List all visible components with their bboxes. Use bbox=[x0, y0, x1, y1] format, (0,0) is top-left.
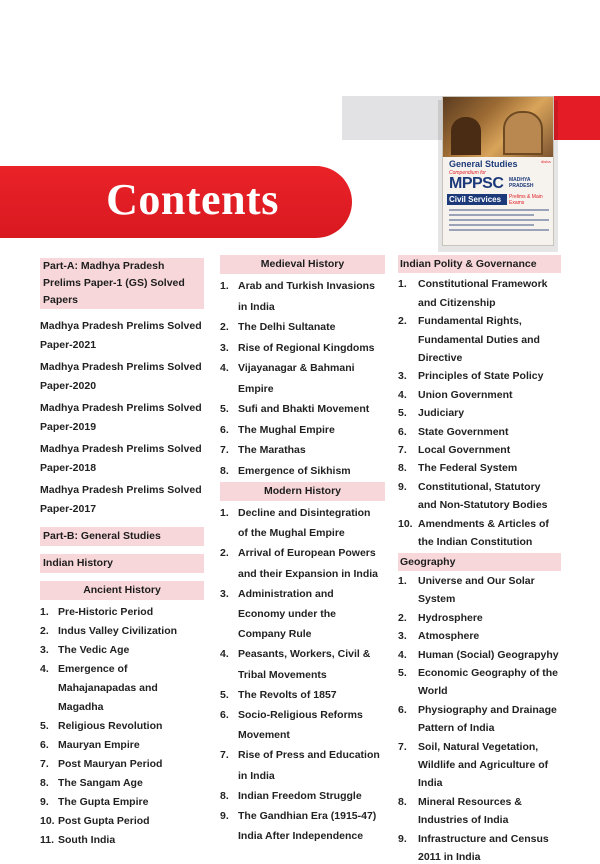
item-label: Atmosphere bbox=[418, 630, 480, 643]
list-item bbox=[398, 404, 561, 422]
book-publisher: disha bbox=[541, 159, 551, 164]
list-item bbox=[220, 705, 385, 745]
paper-entry bbox=[40, 440, 204, 478]
item-number: 2. bbox=[398, 315, 407, 328]
book-compendium: Compendium for bbox=[449, 170, 486, 176]
list-item bbox=[398, 664, 561, 701]
item-label: Union Government bbox=[418, 388, 513, 401]
paper-entry-line: Madhya Pradesh Prelims Solved bbox=[40, 484, 202, 496]
paper-entry-line: Paper-2021 bbox=[40, 339, 97, 351]
paper-entry-line: Madhya Pradesh Prelims Solved bbox=[40, 443, 202, 455]
list-item bbox=[40, 717, 204, 736]
list-item bbox=[220, 399, 385, 420]
item-label: Rise of Regional Kingdoms bbox=[238, 341, 375, 354]
item-number: 8. bbox=[220, 789, 229, 802]
item-label: Indus Valley Civilization bbox=[58, 625, 178, 637]
item-label: Post Gupta Period bbox=[58, 815, 150, 827]
polity-list bbox=[398, 275, 561, 551]
paper-entry bbox=[40, 399, 204, 437]
item-label: Vijayanagar & Bahmani bbox=[238, 362, 355, 374]
indian-history-heading: Indian History bbox=[40, 554, 204, 573]
item-number: 7. bbox=[398, 740, 407, 753]
item-label: The Federal System bbox=[418, 462, 518, 475]
item-number: 1. bbox=[398, 574, 407, 587]
item-number: 10. bbox=[40, 815, 55, 827]
item-label: Mineral Resources & bbox=[418, 795, 522, 808]
item-number: 5. bbox=[398, 666, 407, 679]
item-number: 3. bbox=[40, 644, 49, 656]
paper-entry-line: Paper-2019 bbox=[40, 421, 97, 433]
item-label: Decline and Disintegration bbox=[238, 507, 371, 519]
ancient-history-list bbox=[40, 603, 204, 850]
list-item bbox=[220, 584, 385, 645]
item-number: 8. bbox=[398, 795, 407, 808]
list-item bbox=[220, 461, 385, 482]
page-title: Contents bbox=[106, 175, 279, 224]
item-label: Industries of India bbox=[418, 814, 509, 827]
list-item bbox=[398, 701, 561, 738]
list-item bbox=[398, 423, 561, 441]
list-item bbox=[220, 543, 385, 583]
item-number: 1. bbox=[398, 278, 407, 291]
list-item bbox=[398, 478, 561, 515]
item-label: of the Mughal Empire bbox=[238, 527, 345, 540]
item-number: 5. bbox=[398, 407, 407, 420]
list-item bbox=[40, 774, 204, 793]
geography-heading: Geography bbox=[398, 553, 561, 571]
item-number: 8. bbox=[398, 462, 407, 475]
part-a-heading bbox=[40, 258, 204, 309]
paper-entry-line: Madhya Pradesh Prelims Solved bbox=[40, 361, 202, 373]
item-label: Economy under the bbox=[238, 608, 337, 621]
item-label: The Revolts of 1857 bbox=[238, 688, 337, 701]
book-service: Civil Services bbox=[447, 194, 507, 205]
contents-column-3 bbox=[398, 255, 561, 864]
contents-column-1 bbox=[40, 258, 204, 850]
item-number: 11. bbox=[40, 834, 55, 846]
item-label: Universe and Our Solar bbox=[418, 574, 535, 587]
item-label: Fundamental Rights, bbox=[418, 315, 522, 328]
part-b-heading: Part-B: General Studies bbox=[40, 527, 204, 546]
item-label: Economic Geography of the bbox=[418, 666, 559, 679]
item-label: Fundamental Duties and bbox=[418, 333, 540, 346]
part-a-line: Prelims Paper-1 (GS) Solved bbox=[43, 277, 185, 289]
item-label: State Government bbox=[418, 425, 509, 438]
list-item bbox=[40, 812, 204, 831]
paper-entry-line: Madhya Pradesh Prelims Solved bbox=[40, 402, 202, 414]
paper-entry-line: Paper-2017 bbox=[40, 503, 97, 515]
item-number: 2. bbox=[398, 611, 407, 624]
item-label: Constitutional, Statutory bbox=[418, 480, 541, 493]
item-label: Sufi and Bhakti Movement bbox=[238, 403, 370, 415]
list-item bbox=[398, 627, 561, 645]
item-label: Soil, Natural Vegetation, bbox=[418, 740, 539, 753]
item-number: 8. bbox=[40, 777, 49, 789]
item-label: in India bbox=[238, 300, 275, 313]
list-item bbox=[398, 312, 561, 367]
list-item bbox=[398, 646, 561, 664]
item-label: Infrastructure and Census bbox=[418, 832, 549, 845]
item-number: 4. bbox=[40, 663, 49, 675]
item-number: 4. bbox=[220, 648, 229, 661]
item-number: 7. bbox=[40, 758, 49, 770]
item-label: Religious Revolution bbox=[58, 720, 163, 732]
monument-shape bbox=[451, 117, 481, 155]
list-item bbox=[398, 459, 561, 477]
medieval-history-heading: Medieval History bbox=[220, 255, 385, 274]
item-label: Tribal Movements bbox=[238, 668, 327, 681]
item-label: World bbox=[418, 685, 448, 698]
medieval-history-list bbox=[220, 276, 385, 481]
item-label: Human (Social) Geograpyhy bbox=[418, 648, 559, 661]
item-label: The Sangam Age bbox=[58, 777, 143, 789]
item-label: India After Independence bbox=[238, 830, 364, 843]
list-item bbox=[398, 572, 561, 609]
item-number: 9. bbox=[398, 480, 407, 493]
item-label: India bbox=[418, 777, 443, 790]
book-series: General Studies bbox=[449, 159, 518, 169]
item-number: 7. bbox=[398, 444, 407, 457]
item-number: 9. bbox=[220, 810, 229, 823]
book-cover bbox=[442, 96, 554, 246]
list-item bbox=[398, 386, 561, 404]
list-item bbox=[398, 515, 561, 552]
list-item bbox=[398, 441, 561, 459]
modern-history-list bbox=[220, 503, 385, 846]
contents-banner bbox=[0, 166, 352, 238]
list-item bbox=[40, 736, 204, 755]
item-number: 5. bbox=[40, 720, 49, 732]
item-label: The Mughal Empire bbox=[238, 423, 335, 436]
polity-heading: Indian Polity & Governance bbox=[398, 255, 561, 273]
item-number: 9. bbox=[398, 832, 407, 845]
book-state: MADHYA PRADESH bbox=[509, 177, 534, 189]
item-label: Movement bbox=[238, 729, 290, 742]
item-number: 2. bbox=[40, 625, 49, 637]
item-label: Local Government bbox=[418, 444, 511, 457]
item-label: and Non-Statutory Bodies bbox=[418, 499, 548, 512]
item-number: 7. bbox=[220, 749, 229, 762]
list-item bbox=[220, 644, 385, 684]
list-item bbox=[40, 831, 204, 850]
item-number: 6. bbox=[398, 703, 407, 716]
list-item bbox=[40, 603, 204, 622]
book-cover-photo bbox=[443, 97, 554, 157]
item-label: and Citizenship bbox=[418, 296, 496, 309]
item-number: 10. bbox=[398, 517, 413, 530]
list-item bbox=[40, 660, 204, 717]
item-number: 6. bbox=[40, 739, 49, 751]
item-label: Company Rule bbox=[238, 628, 312, 641]
paper-entry-line: Paper-2018 bbox=[40, 462, 97, 474]
item-number: 3. bbox=[398, 630, 407, 643]
part-a-line: Part-A: Madhya Pradesh bbox=[43, 260, 165, 272]
list-item bbox=[220, 276, 385, 317]
list-item bbox=[398, 830, 561, 864]
item-number: 3. bbox=[220, 341, 229, 354]
item-label: The Delhi Sultanate bbox=[238, 321, 336, 333]
item-label: Arrival of European Powers bbox=[238, 547, 376, 560]
item-label: Peasants, Workers, Civil & bbox=[238, 648, 371, 661]
item-label: Emergence of Sikhism bbox=[238, 464, 351, 477]
item-number: 4. bbox=[220, 362, 229, 374]
paper-entry bbox=[40, 481, 204, 519]
item-label: Mahajanapadas and bbox=[58, 682, 158, 694]
book-cover-text-lines bbox=[449, 209, 549, 234]
item-label: System bbox=[418, 593, 456, 606]
item-number: 4. bbox=[398, 648, 407, 661]
list-item bbox=[40, 641, 204, 660]
list-item bbox=[220, 317, 385, 338]
item-label: The Vedic Age bbox=[58, 644, 130, 656]
paper-entry-line: Paper-2020 bbox=[40, 380, 97, 392]
monument-arch bbox=[503, 111, 543, 155]
item-label: Indian Freedom Struggle bbox=[238, 789, 362, 802]
item-label: Post Mauryan Period bbox=[58, 758, 163, 770]
list-item bbox=[220, 338, 385, 359]
geography-list bbox=[398, 572, 561, 864]
item-number: 2. bbox=[220, 321, 229, 333]
item-label: Empire bbox=[238, 382, 274, 395]
item-label: Administration and bbox=[238, 587, 334, 600]
modern-history-heading: Modern History bbox=[220, 482, 385, 501]
list-item bbox=[398, 367, 561, 385]
contents-column-2 bbox=[220, 255, 385, 846]
item-label: South India bbox=[58, 834, 116, 846]
paper-entry bbox=[40, 358, 204, 396]
item-number: 3. bbox=[398, 370, 407, 383]
item-label: Magadha bbox=[58, 701, 104, 713]
item-number: 8. bbox=[220, 464, 229, 477]
item-label: in India bbox=[238, 769, 275, 782]
paper-entry-line: Madhya Pradesh Prelims Solved bbox=[40, 320, 202, 332]
item-label: The Gupta Empire bbox=[58, 796, 149, 808]
item-label: The Marathas bbox=[238, 444, 306, 456]
list-item bbox=[220, 745, 385, 785]
list-item bbox=[398, 793, 561, 830]
item-label: 2011 in India bbox=[418, 851, 481, 863]
list-item bbox=[220, 786, 385, 806]
item-label: Amendments & Articles of bbox=[418, 517, 549, 530]
item-label: Pre-Historic Period bbox=[58, 606, 154, 618]
item-number: 4. bbox=[398, 388, 407, 401]
ancient-history-heading: Ancient History bbox=[40, 581, 204, 600]
item-label: Pattern of India bbox=[418, 722, 495, 735]
item-label: the Indian Constitution bbox=[418, 536, 533, 549]
list-item bbox=[220, 358, 385, 399]
list-item bbox=[398, 275, 561, 312]
list-item bbox=[220, 440, 385, 461]
item-label: Socio-Religious Reforms bbox=[238, 709, 363, 722]
item-label: Hydrosphere bbox=[418, 611, 483, 624]
item-label: Directive bbox=[418, 352, 463, 365]
item-number: 2. bbox=[220, 547, 229, 560]
item-number: 3. bbox=[220, 587, 229, 600]
item-label: Constitutional Framework bbox=[418, 278, 548, 291]
item-label: and their Expansion in India bbox=[238, 567, 379, 580]
item-number: 6. bbox=[220, 709, 229, 722]
item-number: 5. bbox=[220, 403, 229, 415]
item-number: 9. bbox=[40, 796, 49, 808]
list-item bbox=[398, 609, 561, 627]
list-item bbox=[40, 793, 204, 812]
item-label: Arab and Turkish Invasions bbox=[238, 280, 375, 292]
item-label: Rise of Press and Education bbox=[238, 749, 380, 762]
book-exam: MPPSC bbox=[449, 175, 504, 192]
item-number: 6. bbox=[220, 423, 229, 436]
item-number: 5. bbox=[220, 688, 229, 701]
list-item bbox=[398, 738, 561, 793]
item-number: 1. bbox=[220, 507, 229, 519]
part-a-line: Papers bbox=[43, 294, 79, 306]
item-label: The Gandhian Era (1915-47) bbox=[238, 810, 377, 823]
item-number: 1. bbox=[220, 280, 229, 292]
item-label: Emergence of bbox=[58, 663, 128, 675]
item-label: Mauryan Empire bbox=[58, 739, 140, 751]
list-item bbox=[40, 622, 204, 641]
item-label: Principles of State Policy bbox=[418, 370, 544, 383]
paper-entry bbox=[40, 317, 204, 355]
item-number: 1. bbox=[40, 606, 49, 618]
list-item bbox=[220, 806, 385, 846]
book-stage: Prelims & Main Exams bbox=[509, 194, 543, 206]
item-number: 6. bbox=[398, 425, 407, 438]
list-item bbox=[40, 755, 204, 774]
list-item bbox=[220, 685, 385, 705]
list-item bbox=[220, 420, 385, 441]
item-label: Physiography and Drainage bbox=[418, 703, 557, 716]
list-item bbox=[220, 503, 385, 543]
item-label: Wildlife and Agriculture of bbox=[418, 758, 549, 771]
item-number: 7. bbox=[220, 444, 229, 456]
item-label: Judiciary bbox=[418, 407, 465, 420]
